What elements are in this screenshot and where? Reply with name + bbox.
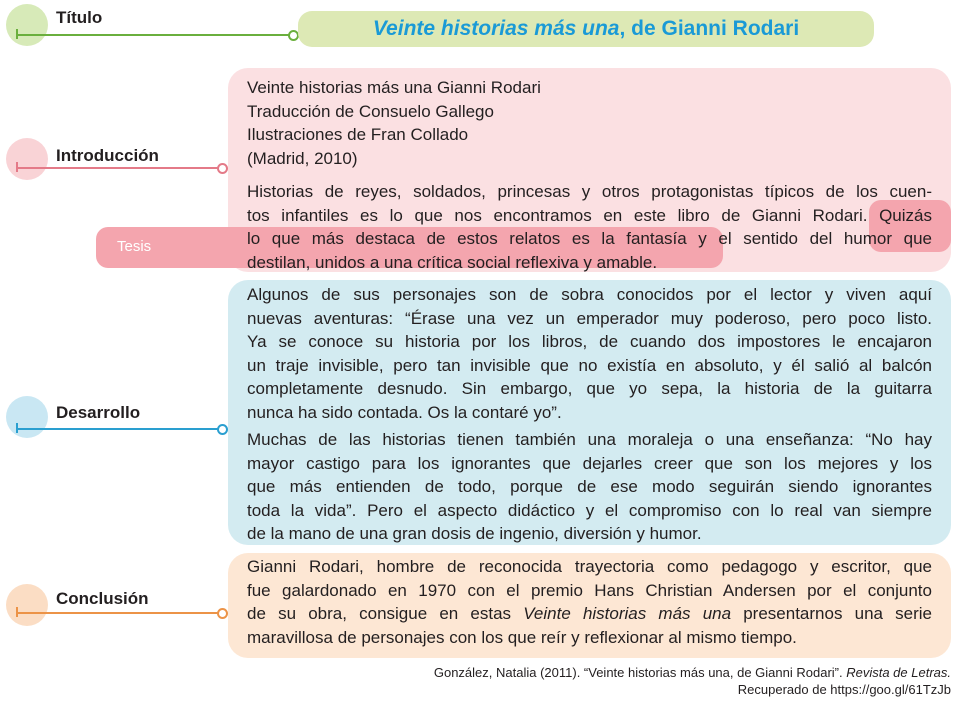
desarrollo-line: toda la vida”. Pero el aspecto didáctico y el compromiso con lo real van siempre [247, 500, 932, 520]
conclusion-paragraph [247, 555, 932, 649]
desarrollo-line: Ya se conoce su historia por los libros, de cuando dos impostores le encajaron [247, 332, 932, 351]
desarrollo-paragraph-2 [247, 428, 932, 546]
conclusion-text: presentarnos una serie [731, 604, 932, 623]
titulo-connector [16, 34, 290, 36]
title-rest: , de Gianni Rodari [619, 17, 800, 40]
desarrollo-dot [6, 396, 48, 438]
book-info-line: Ilustraciones de Fran Collado [247, 125, 469, 144]
intro-line: Historias de reyes, soldados, princesas y otros protagonistas típicos de los cuen- [247, 182, 932, 201]
introduccion-connector-end [217, 163, 228, 174]
reference-retrieved: Recuperado de https://goo.gl/61TzJb [737, 682, 951, 697]
conclusion-connector [16, 612, 220, 614]
conclusion-line: fue galardonado en 1970 con el premio Hans Christian Andersen por el conjunto [247, 580, 932, 600]
tesis-label: Tesis [117, 238, 152, 255]
book-info-line: Traducción de Consuelo Gallego [247, 101, 494, 121]
conclusion-line: maravillosa de personajes con los que reír y reflexionar al mismo tiempo. [247, 627, 797, 647]
desarrollo-line: Muchas de las historias tienen también una moraleja o una enseñanza: “No hay [247, 430, 932, 449]
reference [434, 664, 951, 698]
conclusion-book-title: Veinte historias más una [523, 604, 732, 623]
conclusion-tick [16, 607, 18, 617]
conclusion-label: Conclusión [56, 589, 149, 608]
desarrollo-line: nuevas aventuras: “Érase una vez un emperador muy poderoso, pero poco listo. [247, 308, 932, 328]
conclusion-dot [6, 584, 48, 626]
titulo-label: Título [56, 8, 103, 27]
desarrollo-line: Algunos de sus personajes son de sobra conocidos por el lector y viven aquí [247, 285, 932, 304]
introduccion-tick [16, 162, 18, 172]
intro-line: tos infantiles es lo que nos encontramos en este libro de Gianni Rodari. Quizás [247, 205, 932, 225]
desarrollo-paragraph-1 [247, 283, 932, 424]
conclusion-connector-end [217, 608, 228, 619]
desarrollo-label: Desarrollo [56, 403, 141, 422]
introduccion-label: Introducción [56, 146, 159, 165]
desarrollo-line: mayor castigo para los ignorantes que dejarles creer que son los mejores y los [247, 453, 932, 473]
conclusion-line: Gianni Rodari, hombre de reconocida trayectoria como pedagogo y escritor, que [247, 557, 932, 576]
introduccion-dot [6, 138, 48, 180]
desarrollo-connector [16, 428, 220, 430]
desarrollo-tick [16, 423, 18, 433]
book-info [247, 76, 541, 170]
intro-line: lo que más destaca de estos relatos es la fantasía y el sentido del humor que [247, 229, 932, 248]
book-info-line: (Madrid, 2010) [247, 148, 358, 168]
intro-paragraph [247, 180, 932, 274]
conclusion-text: de su obra, consigue en estas [247, 604, 524, 623]
conclusion-line [247, 602, 932, 626]
book-info-line: Veinte historias más una Gianni Rodari [247, 78, 541, 97]
titulo-dot [6, 4, 48, 46]
title-italic: Veinte historias más una [372, 17, 620, 40]
desarrollo-connector-end [217, 424, 228, 435]
desarrollo-line: de la mano de una gran dosis de ingenio, diversión y humor. [247, 524, 702, 543]
reference-journal: Revista de Letras. [846, 665, 951, 680]
introduccion-connector [16, 167, 220, 169]
reference-citation [434, 664, 951, 681]
desarrollo-line: completamente desnudo. Sin embargo, que yo sepa, la historia de la guitarra [247, 379, 932, 398]
reference-text: González, Natalia (2011). “Veinte historias más una, de Gianni Rodari”. [433, 665, 847, 680]
intro-line: destilan, unidos a una crítica social reflexiva y amable. [247, 252, 658, 272]
desarrollo-line: que más entienden de todo, porque de ese modo seguirán siendo ignorantes [247, 477, 932, 496]
title-box [298, 11, 874, 47]
titulo-tick [16, 29, 18, 39]
desarrollo-line: nunca ha sido contada. Os la contaré yo”. [247, 402, 562, 422]
desarrollo-line: un traje invisible, pero tan invisible que no existía en absoluto, y él salió al balcón [247, 355, 932, 375]
